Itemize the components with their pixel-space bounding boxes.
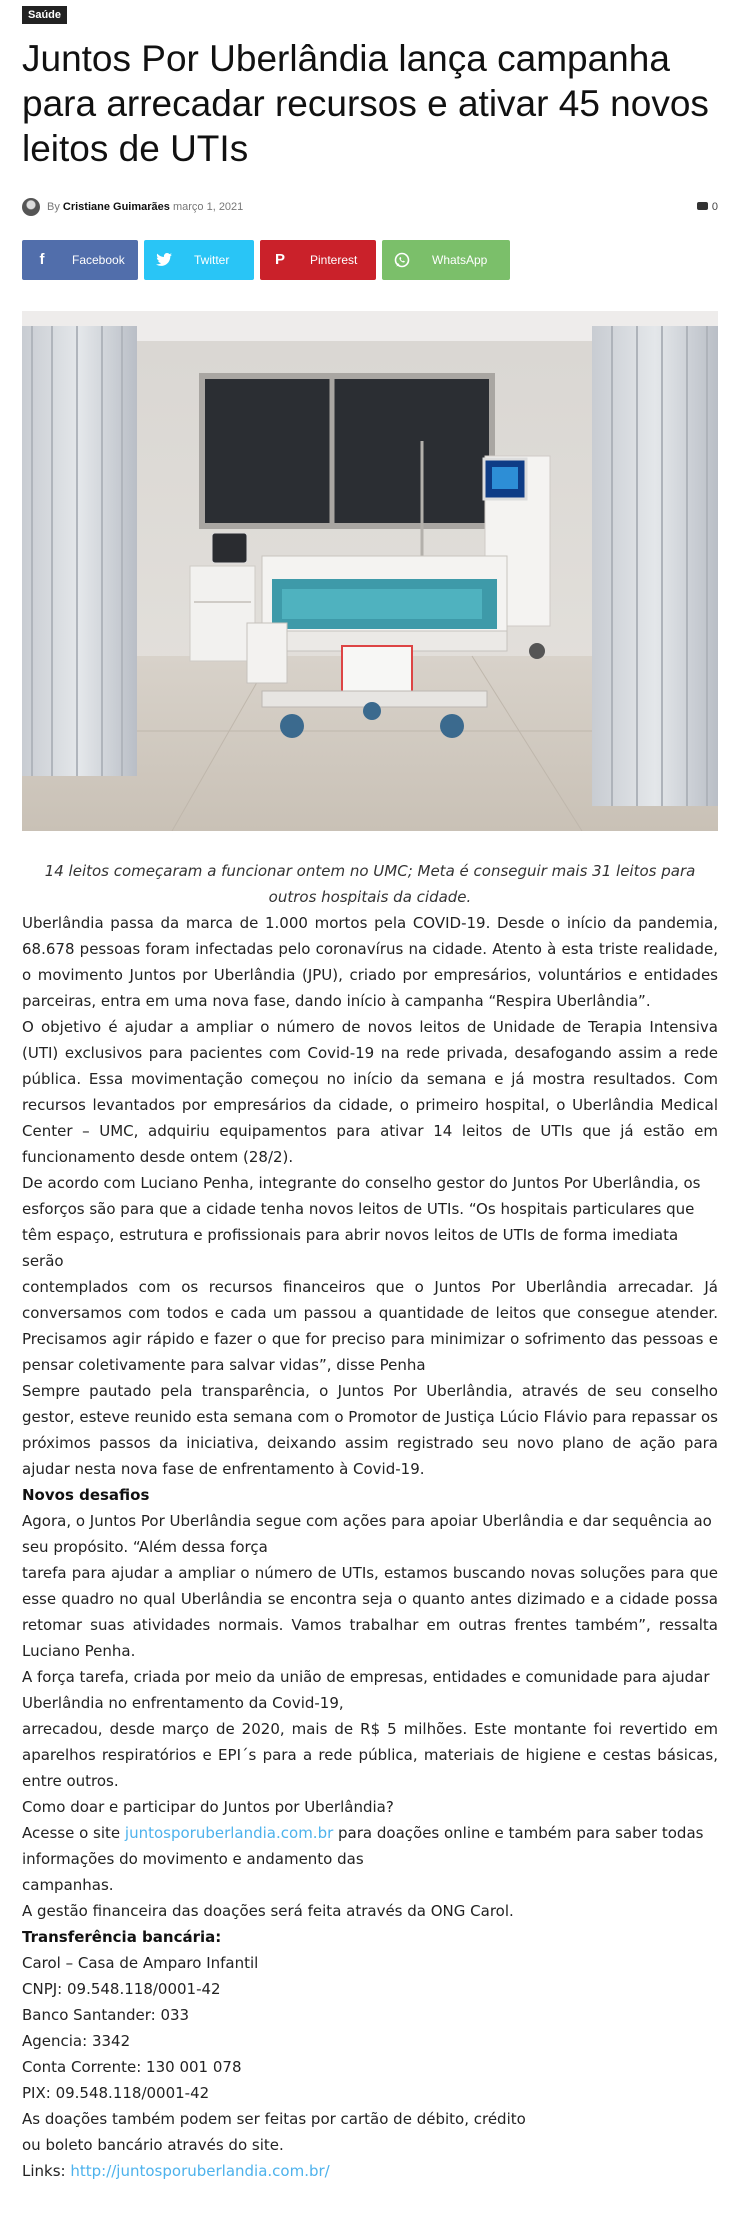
section-heading: Novos desafios [22, 1486, 150, 1504]
bank-line: CNPJ: 09.548.118/0001-42 [22, 1980, 221, 1998]
byline [47, 201, 243, 213]
pinterest-share-button[interactable] [260, 240, 376, 280]
paragraph: Agora, o Juntos Por Uberlândia segue com ações para apoiar Uberlândia e dar sequência ao seu propósito. “Além dessa força [22, 1512, 712, 1556]
icu-room-illustration [22, 311, 718, 831]
bank-line: Agencia: 3342 [22, 2032, 131, 2050]
paragraph: ou boleto bancário através do site. [22, 2136, 284, 2154]
comment-icon [697, 202, 708, 210]
text: Acesse o site [22, 1824, 125, 1842]
site-link[interactable]: juntosporuberlandia.com.br [124, 1824, 334, 1842]
bank-line: Conta Corrente: 130 001 078 [22, 2058, 242, 2076]
paragraph: De acordo com Luciano Penha, integrante do conselho gestor do Juntos Por Uberlândia, os esforços são para que a cidade tenha novos leitos de UTIs. “Os hospitais particulares que têm espaço, estrutura e profissionais para abrir novos leitos de UTIs de forma imediata serão [22, 1174, 701, 1270]
paragraph: campanhas. [22, 1876, 114, 1894]
paragraph: As doações também podem ser feitas por cartão de débito, crédito [22, 2110, 526, 2128]
paragraph: Sempre pautado pela transparência, o Juntos Por Uberlândia, através de seu conselho gestor, esteve reunido esta semana com o Promotor de Justiça Lúcio Flávio para repassar os próximos passos da iniciativa, deixando assim registrado seu novo plano de ação para ajudar nesta nova fase de enfrentamento à Covid-19. [22, 1382, 718, 1478]
by-label: By [47, 201, 60, 213]
section-heading: Transferência bancária: [22, 1928, 222, 1946]
comments-link[interactable] [697, 201, 718, 213]
whatsapp-share-button[interactable] [382, 240, 510, 280]
publish-date: março 1, 2021 [172, 201, 244, 213]
paragraph: Como doar e participar do Juntos por Uberlândia? [22, 1798, 394, 1816]
twitter-label: Twitter [194, 253, 230, 267]
bank-line: Banco Santander: 033 [22, 2006, 190, 2024]
facebook-label: Facebook [72, 253, 125, 267]
category-badge[interactable]: Saúde [22, 6, 67, 24]
article-meta [22, 196, 718, 218]
paragraph: tarefa para ajudar a ampliar o número de UTIs, estamos buscando novas soluções para que esse quadro no qual Uberlândia se encontra seja o quanto antes dizimado e a cidade possa retomar suas atividades normais. Vamos trabalhar em outras frentes também”, ressalta Luciano Penha. [22, 1564, 718, 1660]
photo-caption: 14 leitos começaram a funcionar ontem no UMC; Meta é conseguir mais 31 leitos para outros hospitais da cidade. [44, 862, 696, 906]
bank-line: Carol – Casa de Amparo Infantil [22, 1954, 259, 1972]
pinterest-icon: P [274, 251, 285, 268]
twitter-share-button[interactable] [144, 240, 254, 280]
whatsapp-label: WhatsApp [432, 253, 488, 267]
facebook-share-button[interactable] [22, 240, 138, 280]
article-title: Juntos Por Uberlândia lança campanha para arrecadar recursos e ativar 45 novos leitos de UTIs [22, 38, 709, 169]
bank-line: PIX: 09.548.118/0001-42 [22, 2084, 210, 2102]
paragraph: A força tarefa, criada por meio da união de empresas, entidades e comunidade para ajudar Uberlândia no enfrentamento da Covid-19, [22, 1668, 710, 1712]
twitter-icon [144, 240, 184, 280]
share-bar [22, 240, 718, 280]
comments-count: 0 [711, 201, 718, 213]
paragraph: arrecadou, desde março de 2020, mais de R$ 5 milhões. Este montante foi revertido em aparelhos respiratórios e EPI´s para a rede pública, materiais de higiene e cestas básicas, entre outros. [22, 1720, 718, 1790]
article-photo [22, 311, 718, 831]
facebook-icon: f [39, 251, 45, 268]
article-body [22, 910, 718, 2184]
paragraph: O objetivo é ajudar a ampliar o número de novos leitos de Unidade de Terapia Intensiva (UTI) exclusivos para pacientes com Covid-19 na rede privada, desafogando assim a rede pública. Essa movimentação começou no início da semana e já mostra resultados. Com recursos levantados por empresários da cidade, o primeiro hospital, o Uberlândia Medical Center – UMC, adquiriu equipamentos para ativar 14 leitos de UTIs que já estão em funcionamento desde ontem (28/2). [22, 1018, 718, 1166]
whatsapp-icon [382, 240, 422, 280]
text: para doações online e também para saber todas informações do movimento e andamento das [22, 1824, 704, 1868]
author-link[interactable]: Cristiane Guimarães [62, 201, 170, 213]
links-label: Links: [22, 2162, 71, 2180]
pinterest-label: Pinterest [310, 253, 358, 267]
external-link[interactable]: http://juntosporuberlandia.com.br/ [70, 2162, 330, 2180]
paragraph: contemplados com os recursos financeiros que o Juntos Por Uberlândia arrecadar. Já conversamos com todos e cada um passou a quantidade de leitos que consegue atender. Precisamos agir rápido e fazer o que for preciso para minimizar o sofrimento das pessoas e pensar coletivamente para salvar vidas”, disse Penha [22, 1278, 718, 1374]
paragraph: A gestão financeira das doações será feita através da ONG Carol. [22, 1902, 514, 1920]
links-line [22, 2158, 718, 2184]
paragraph: Uberlândia passa da marca de 1.000 mortos pela COVID-19. Desde o início da pandemia, 68.678 pessoas foram infectadas pelo coronavírus na cidade. Atento à esta triste realidade, o movimento Juntos por Uberlândia (JPU), criado por empresários, voluntários e entidades parceiras, entra em uma nova fase, dando início à campanha “Respira Uberlândia”. [22, 914, 718, 1010]
author-avatar [22, 198, 40, 216]
paragraph [22, 1820, 718, 1872]
